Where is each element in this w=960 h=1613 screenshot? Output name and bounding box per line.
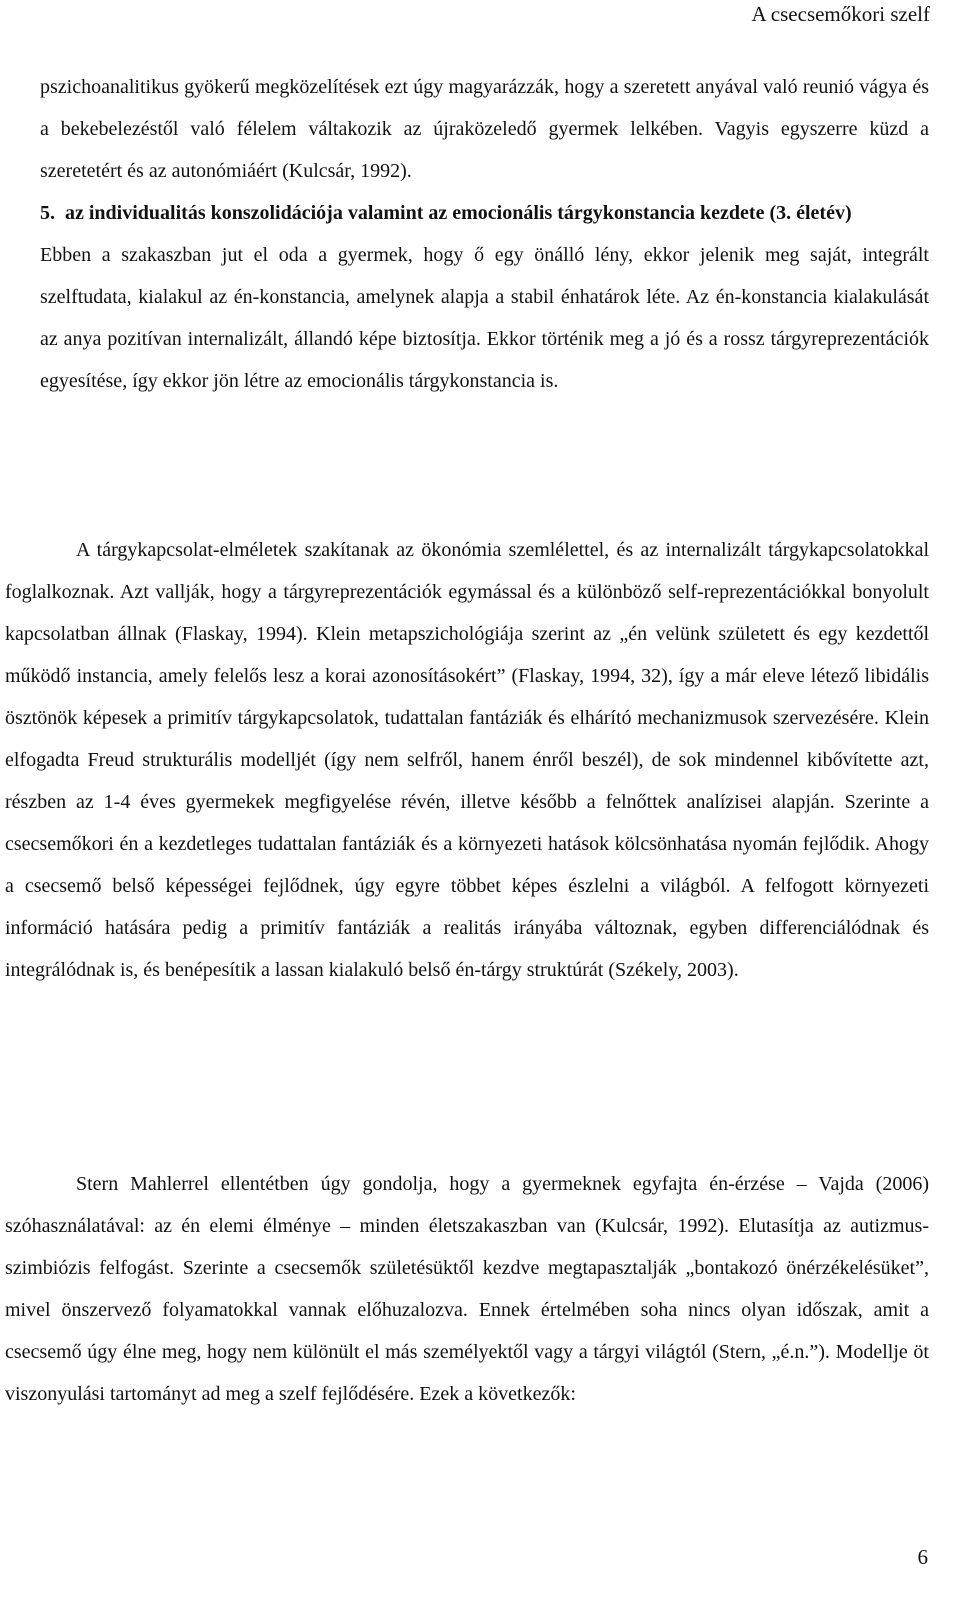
page-number: 6 xyxy=(917,1545,928,1569)
section-heading-text: az individualitás konszolidációja valamint az emocionális tárgykonstancia kezdete (3. életév) xyxy=(65,202,852,224)
running-header: A csecsemőkori szelf xyxy=(751,2,930,26)
section-paragraph: Ebben a szakaszban jut el oda a gyermek, hogy ő egy önálló lény, ekkor jelenik meg saját, integrált szelftudata, kialakul az én-konstancia, amelynek alapja a stabil énhatárok léte. Az én-konstancia kialakulását az anya pozitívan internalizált, állandó képe biztosítja. Ekkor történik meg a jó és a rossz tárgyreprezentációk egyesítése, így ekkor jön létre az emocionális tárgykonstancia is. xyxy=(40,244,929,392)
klein-paragraph xyxy=(5,529,929,991)
section-five-block xyxy=(40,66,929,402)
klein-paragraph-text: A tárgykapcsolat-elméletek szakítanak az ökonómia szemlélettel, és az internalizált tárgykapcsolatokkal foglalkoznak. Azt vallják, hogy a tárgyreprezentációk egymással és a különböző self-reprezentációkkal bonyolult kapcsolatban állnak (Flaskay, 1994). Klein metapszichológiája szerint az „én velünk született és egy kezdettől működő instancia, amely felelős lesz a korai azonosításokért” (Flaskay, 1994, 32), így a már eleve létező libidális ösztönök képesek a primitív tárgykapcsolatok, tudattalan fantáziák és elhárító mechanizmusok szervezésére. Klein elfogadta Freud strukturális modelljét (így nem selfről, hanem énről beszél), de sok mindennel kibővítette azt, részben az 1-4 éves gyermekek megfigyelése révén, illetve később a felnőttek analízisei alapján. Szerinte a csecsemőkori én a kezdetleges tudattalan fantáziák és a környezeti hatások kölcsönhatása nyomán fejlődik. Ahogy a csecsemő belső képességei fejlődnek, úgy egyre többet képes észlelni a világból. A felfogott környezeti információ hatására pedig a primitív fantáziák a realitás irányába változnak, egyben differenciálódnak és integrálódnak is, és benépesítik a lassan kialakuló belső én-tárgy struktúrát (Székely, 2003). xyxy=(5,539,929,981)
stern-paragraph-text: Stern Mahlerrel ellentétben úgy gondolja, hogy a gyermeknek egyfajta én-érzése – Vajda (2006) szóhasználatával: az én elemi élménye – minden életszakaszban van (Kulcsár, 1992). Elutasítja az autizmus-szimbiózis felfogást. Szerinte a csecsemők születésüktől kezdve megtapasztalják „bontakozó önérzékelésüket”, mivel önszervező folyamatokkal vannak előhuzalozva. Ennek értelmében soha nincs olyan időszak, amit a csecsemő úgy élne meg, hogy nem különült el más személyektől vagy a tárgyi világtól (Stern, „é.n.”). Modellje öt viszonyulási tartományt ad meg a szelf fejlődésére. Ezek a következők: xyxy=(5,1173,929,1405)
section-number: 5. xyxy=(40,202,55,224)
stern-paragraph xyxy=(5,1163,929,1415)
section-heading xyxy=(40,192,929,234)
intro-paragraph: pszichoanalitikus gyökerű megközelítések ezt úgy magyarázzák, hogy a szeretett anyával való reunió vágya és a bekebelezéstől való félelem váltakozik az újraközeledő gyermek lelkében. Vagyis egyszerre küzd a szeretetért és az autonómiáért (Kulcsár, 1992). xyxy=(40,76,929,182)
